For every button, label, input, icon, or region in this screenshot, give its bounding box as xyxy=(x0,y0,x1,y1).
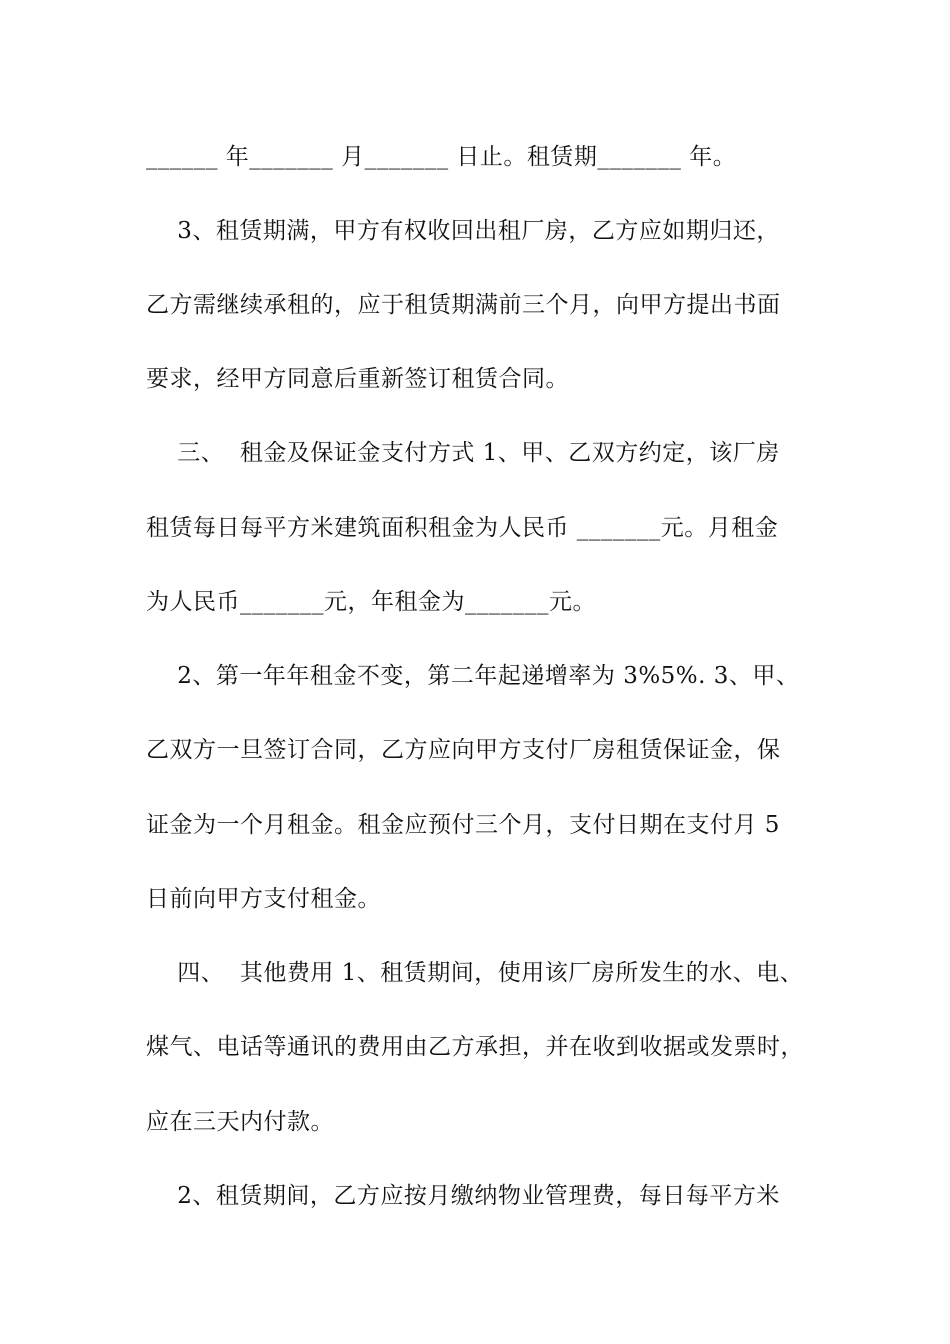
text-line: 乙双方一旦签订合同，乙方应向甲方支付厂房租赁保证金，保 xyxy=(146,737,781,763)
text-line: 煤气、电话等通讯的费用由乙方承担，并在收到收据或发票时， xyxy=(146,1034,804,1060)
text-line: 为人民币_______元，年租金为_______元。 xyxy=(146,589,596,615)
text-line: 2、租赁期间，乙方应按月缴纳物业管理费，每日每平方米 xyxy=(146,1183,780,1209)
text-line: 要求，经甲方同意后重新签订租赁合同。 xyxy=(146,366,569,392)
text-line: 租赁每日每平方米建筑面积租金为人民币 _______元。月租金 xyxy=(146,515,779,541)
text-line: 乙方需继续承租的，应于租赁期满前三个月，向甲方提出书面 xyxy=(146,292,781,318)
text-line: ______ 年_______ 月_______ 日止。租赁期_______ 年。 xyxy=(146,144,737,170)
text-line: 2、第一年年租金不变，第二年起递增率为 3%5%. 3、甲、 xyxy=(146,663,800,689)
text-line: 三、 租金及保证金支付方式 1、甲、乙双方约定，该厂房 xyxy=(146,440,780,466)
text-line: 四、 其他费用 1、租赁期间，使用该厂房所发生的水、电、 xyxy=(146,960,804,986)
text-line: 日前向甲方支付租金。 xyxy=(146,886,381,912)
text-line: 3、租赁期满，甲方有权收回出租厂房，乙方应如期归还， xyxy=(146,218,780,244)
text-line: 证金为一个月租金。租金应预付三个月，支付日期在支付月 5 xyxy=(146,812,780,838)
text-line: 应在三天内付款。 xyxy=(146,1109,334,1135)
